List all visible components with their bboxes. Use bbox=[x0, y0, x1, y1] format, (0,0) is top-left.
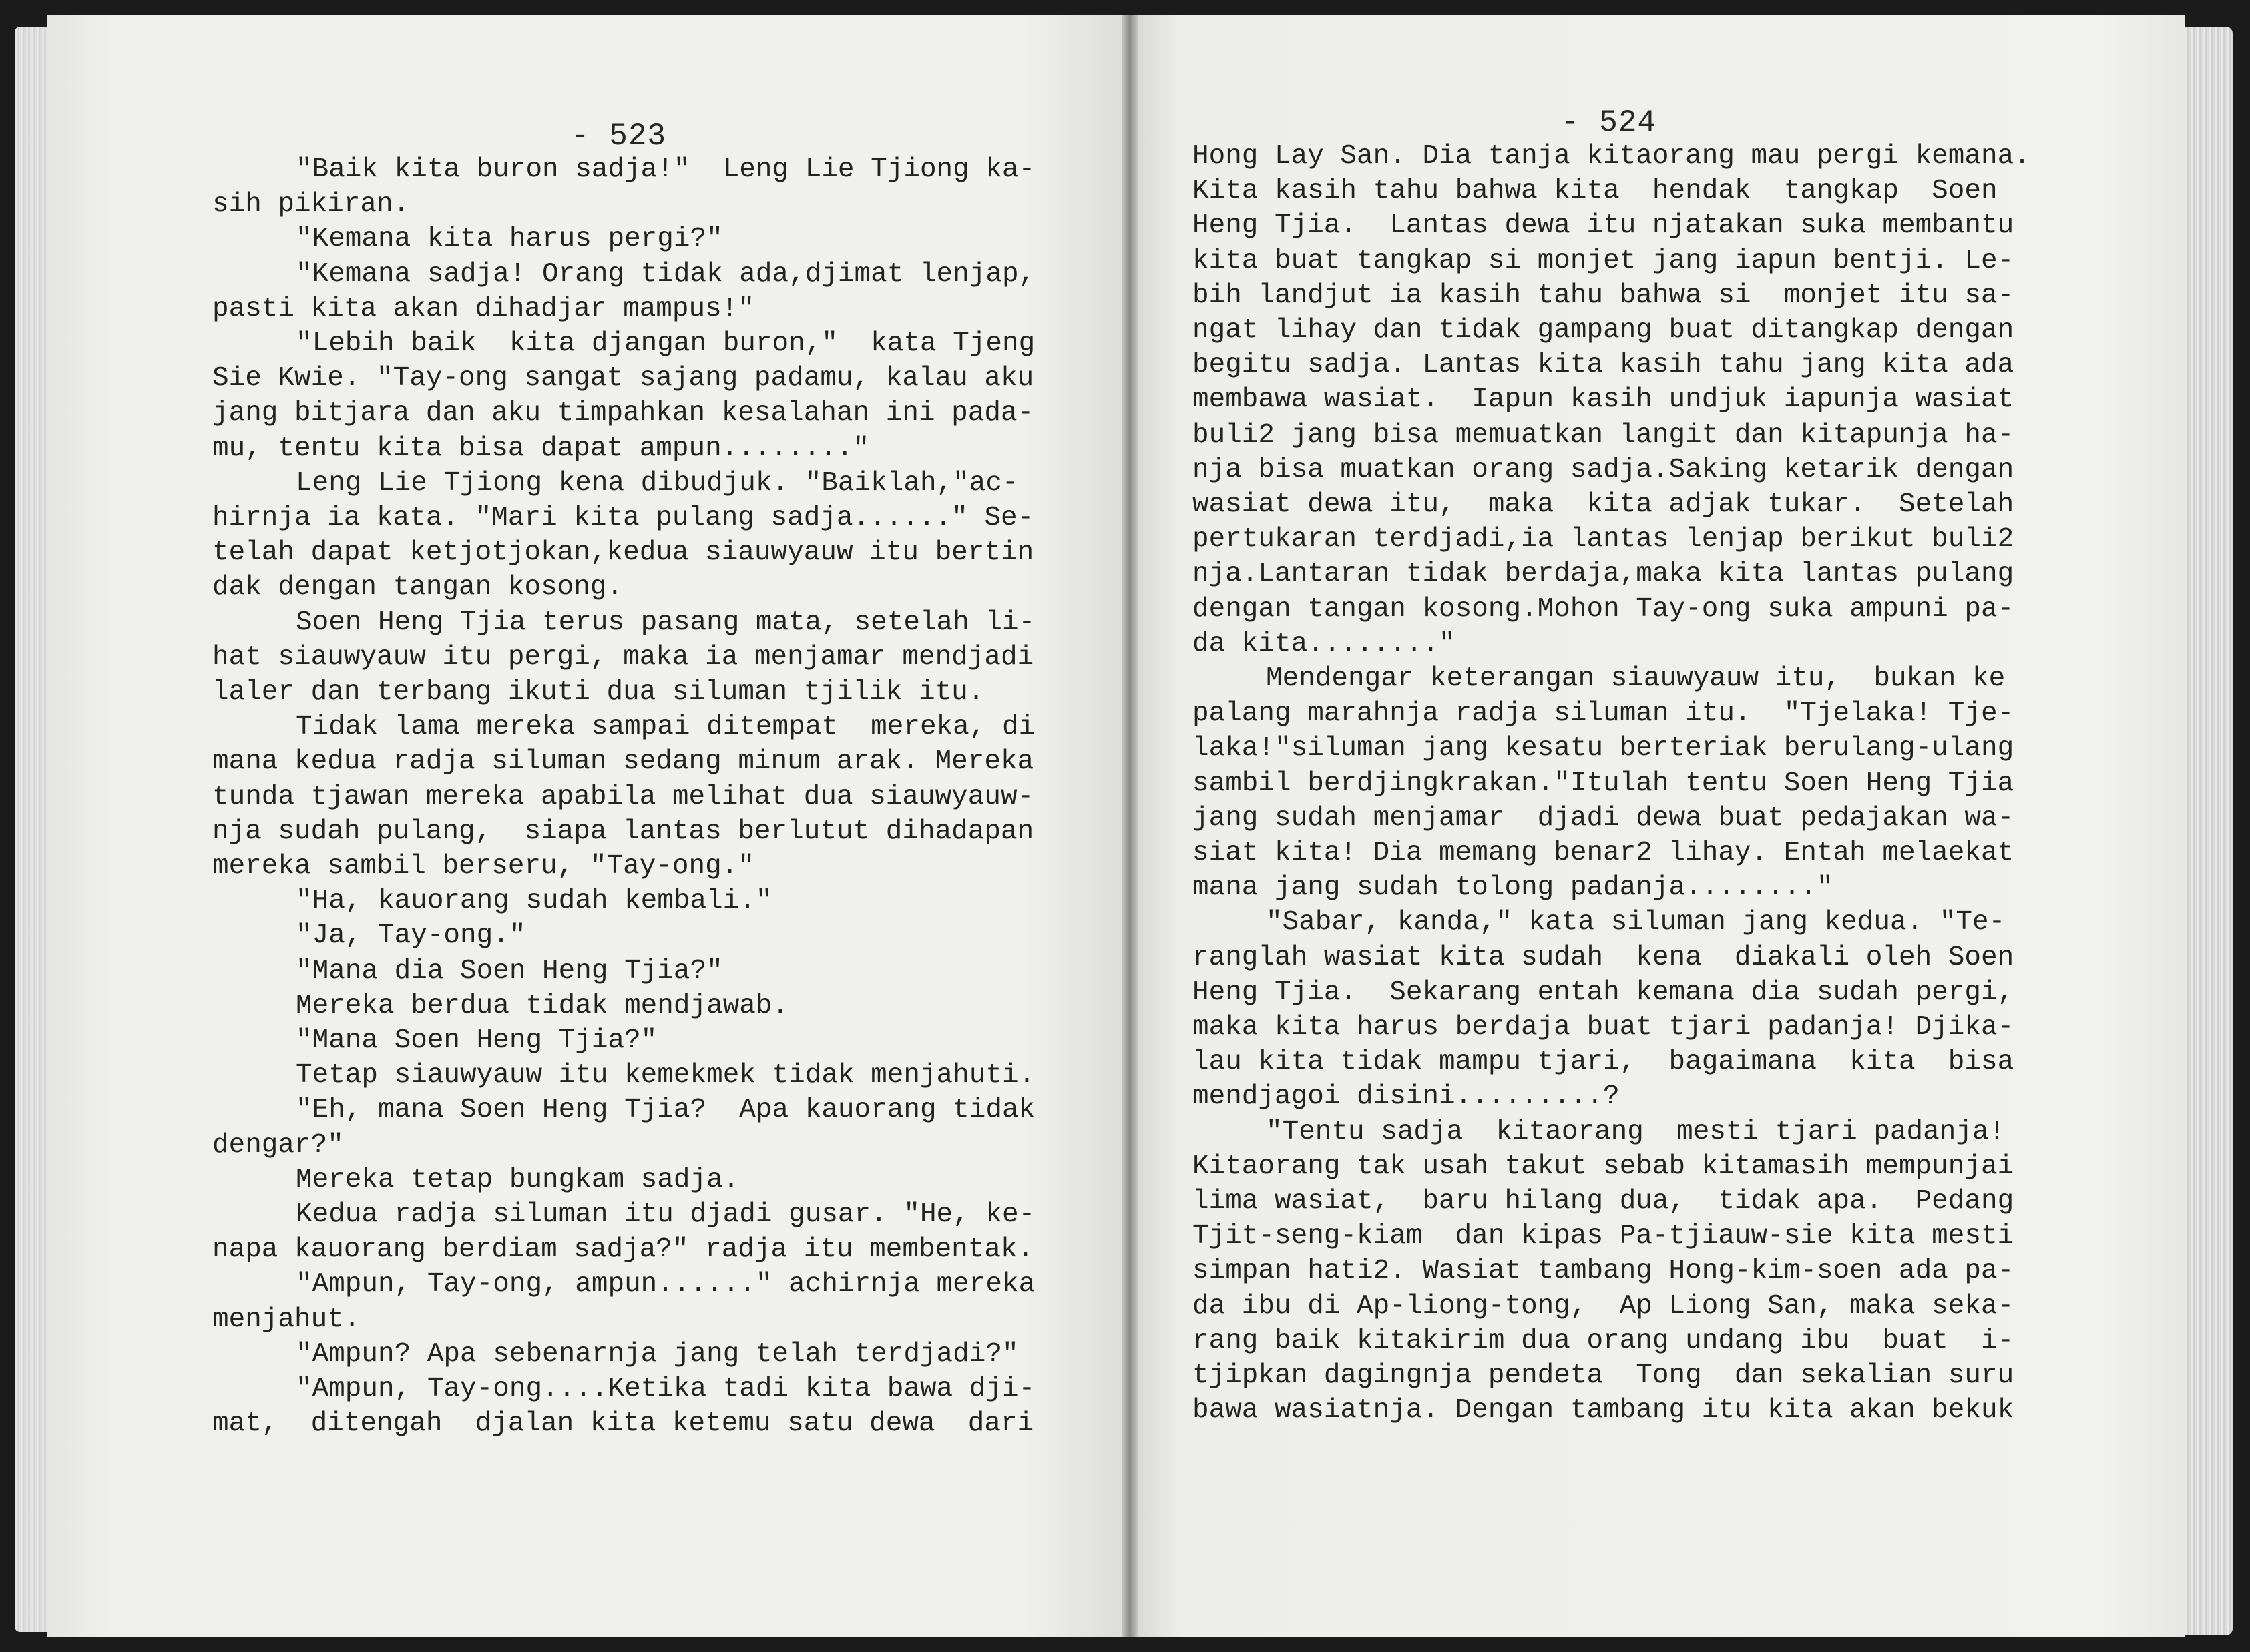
text-line: Mereka berdua tidak mendjawab. bbox=[296, 990, 789, 1021]
text-line: pasti kita akan dihadjar mampus!" bbox=[212, 293, 754, 324]
text-line: mendjagoi disini.........? bbox=[1192, 1081, 1620, 1113]
text-line: ranglah wasiat kita sudah kena diakali oleh Soen bbox=[1192, 942, 2014, 973]
text-line: mat, ditengah djalan kita ketemu satu dewa dari bbox=[212, 1408, 1034, 1440]
text-line: tjipkan dagingnja pendeta Tong dan sekalian suru bbox=[1192, 1360, 2014, 1391]
text-line: Tetap siauwyauw itu kemekmek tidak menjahuti. bbox=[296, 1060, 1036, 1091]
text-line: Sie Kwie. "Tay-ong sangat sajang padamu, kalau aku bbox=[212, 363, 1034, 394]
text-line: Tjit-seng-kiam dan kipas Pa-tjiauw-sie kita mesti bbox=[1192, 1221, 2014, 1252]
text-line: buli2 jang bisa memuatkan langit dan kitapunja ha- bbox=[1192, 419, 2014, 451]
text-line: mana jang sudah tolong padanja........" bbox=[1192, 872, 1833, 904]
text-line: Heng Tjia. Sekarang entah kemana dia sudah pergi, bbox=[1192, 977, 2014, 1008]
text-line: simpan hati2. Wasiat tambang Hong-kim-soen ada pa- bbox=[1192, 1256, 2014, 1287]
text-line: mereka sambil berseru, "Tay-ong." bbox=[212, 851, 754, 882]
left-page-text bbox=[212, 156, 1074, 1491]
text-line: maka kita harus berdaja buat tjari padanja! Djika- bbox=[1192, 1012, 2014, 1043]
text-line: Leng Lie Tjiong kena dibudjuk. "Baiklah,"ac- bbox=[296, 467, 1019, 499]
left-page-number: - 523 bbox=[571, 119, 667, 154]
text-line: laka!"siluman jang kesatu berteriak berulang-ulang bbox=[1192, 733, 2014, 764]
text-line: lima wasiat, baru hilang dua, tidak apa. Pedang bbox=[1192, 1186, 2014, 1217]
text-line: "Eh, mana Soen Heng Tjia? Apa kauorang tidak bbox=[296, 1095, 1036, 1126]
text-line: Kita kasih tahu bahwa kita hendak tangkap Soen bbox=[1192, 176, 1998, 207]
text-line: "Kemana sadja! Orang tidak ada,djimat lenjap, bbox=[296, 258, 1036, 290]
text-line: dengar?" bbox=[212, 1129, 344, 1161]
text-line: nja bisa muatkan orang sadja.Saking ketarik dengan bbox=[1192, 454, 2014, 485]
text-line: "Ampun? Apa sebenarnja jang telah terdjadi?" bbox=[296, 1338, 1019, 1370]
text-line: dengan tangan kosong.Mohon Tay-ong suka ampuni pa- bbox=[1192, 593, 2014, 625]
text-line: mu, tentu kita bisa dapat ampun........" bbox=[212, 433, 870, 464]
text-line: Kitaorang tak usah takut sebab kitamasih mempunjai bbox=[1192, 1151, 2014, 1182]
text-line: siat kita! Dia memang benar2 lihay. Entah melaekat bbox=[1192, 838, 2014, 868]
text-line: "Tentu sadja kitaorang mesti tjari padanja! bbox=[1266, 1116, 2006, 1147]
text-line: sih pikiran. bbox=[212, 189, 410, 220]
text-line: Heng Tjia. Lantas dewa itu njatakan suka membantu bbox=[1192, 210, 2014, 242]
text-line: laler dan terbang ikuti dua siluman tjilik itu. bbox=[212, 677, 985, 708]
text-line: jang sudah menjamar djadi dewa buat pedajakan wa- bbox=[1192, 802, 2014, 834]
text-line: "Baik kita buron sadja!" Leng Lie Tjiong ka- bbox=[296, 154, 1036, 185]
text-line: pertukaran terdjadi,ia lantas lenjap berikut buli2 bbox=[1192, 524, 2014, 555]
text-line: jang bitjara dan aku timpahkan kesalahan ini pada- bbox=[212, 398, 1034, 429]
text-line: ngat lihay dan tidak gampang buat ditangkap dengan bbox=[1192, 315, 2014, 346]
text-line: wasiat dewa itu, maka kita adjak tukar. Setelah bbox=[1192, 489, 2014, 520]
text-line: bih landjut ia kasih tahu bahwa si monjet itu sa- bbox=[1192, 280, 2014, 311]
right-page-number: - 524 bbox=[1561, 105, 1657, 140]
text-line: "Mana Soen Heng Tjia?" bbox=[296, 1025, 658, 1056]
text-line: nja sudah pulang, siapa lantas berlutut dihadapan bbox=[212, 816, 1034, 847]
text-line: sambil berdjingkrakan."Itulah tentu Soen Heng Tjia bbox=[1192, 768, 2014, 799]
text-line: begitu sadja. Lantas kita kasih tahu jang kita ada bbox=[1192, 350, 2014, 381]
text-line: Hong Lay San. Dia tanja kitaorang mau pergi kemana. bbox=[1192, 141, 2030, 172]
text-line: Tidak lama mereka sampai ditempat mereka, di bbox=[296, 712, 1036, 743]
book-gutter bbox=[1122, 15, 1138, 1637]
text-line: "Ampun, Tay-ong....Ketika tadi kita bawa dji- bbox=[296, 1374, 1036, 1404]
text-line: dak dengan tangan kosong. bbox=[212, 572, 624, 603]
text-line: napa kauorang berdiam sadja?" radja itu membentak. bbox=[212, 1234, 1034, 1266]
text-line: Mendengar keterangan siauwyauw itu, bukan ke bbox=[1266, 663, 2006, 694]
text-line: "Mana dia Soen Heng Tjia?" bbox=[296, 955, 723, 987]
text-line: rang baik kitakirim dua orang undang ibu buat i- bbox=[1192, 1325, 2014, 1356]
text-line: Mereka tetap bungkam sadja. bbox=[296, 1164, 740, 1195]
text-line: membawa wasiat. Iapun kasih undjuk iapunja wasiat bbox=[1192, 384, 2014, 416]
text-line: mana kedua radja siluman sedang minum arak. Mereka bbox=[212, 746, 1034, 778]
text-line: nja.Lantaran tidak berdaja,maka kita lantas pulang bbox=[1192, 559, 2014, 590]
text-line: hirnja ia kata. "Mari kita pulang sadja......" Se- bbox=[212, 503, 1034, 533]
text-line: "Kemana kita harus pergi?" bbox=[296, 224, 723, 255]
text-line: kita buat tangkap si monjet jang iapun bentji. Le- bbox=[1192, 245, 2014, 276]
text-line: "Sabar, kanda," kata siluman jang kedua. "Te- bbox=[1266, 907, 2006, 938]
text-line: hat siauwyauw itu pergi, maka ia menjamar mendjadi bbox=[212, 641, 1034, 673]
text-line: tunda tjawan mereka apabila melihat dua siauwyauw- bbox=[212, 781, 1034, 812]
text-line: "Lebih baik kita djangan buron," kata Tjeng bbox=[296, 328, 1036, 359]
text-line: Kedua radja siluman itu djadi gusar. "He, ke- bbox=[296, 1199, 1036, 1230]
text-line: da ibu di Ap-liong-tong, Ap Liong San, maka seka- bbox=[1192, 1290, 2014, 1322]
text-line: lau kita tidak mampu tjari, bagaimana kita bisa bbox=[1192, 1047, 2014, 1078]
text-line: menjahut. bbox=[212, 1304, 361, 1335]
text-line: telah dapat ketjotjokan,kedua siauwyauw itu bertin bbox=[212, 537, 1034, 569]
right-page-edges bbox=[2178, 27, 2233, 1635]
text-line: "Ampun, Tay-ong, ampun......" achirnja mereka bbox=[296, 1269, 1036, 1300]
text-line: "Ha, kauorang sudah kembali." bbox=[296, 886, 772, 917]
right-page-text bbox=[1192, 143, 2141, 1478]
text-line: da kita........" bbox=[1192, 628, 1455, 659]
text-line: Soen Heng Tjia terus pasang mata, setelah li- bbox=[296, 607, 1036, 638]
text-line: bawa wasiatnja. Dengan tambang itu kita akan bekuk bbox=[1192, 1395, 2014, 1426]
text-line: palang marahnja radja siluman itu. "Tjelaka! Tje- bbox=[1192, 698, 2014, 730]
text-line: "Ja, Tay-ong." bbox=[296, 920, 526, 952]
